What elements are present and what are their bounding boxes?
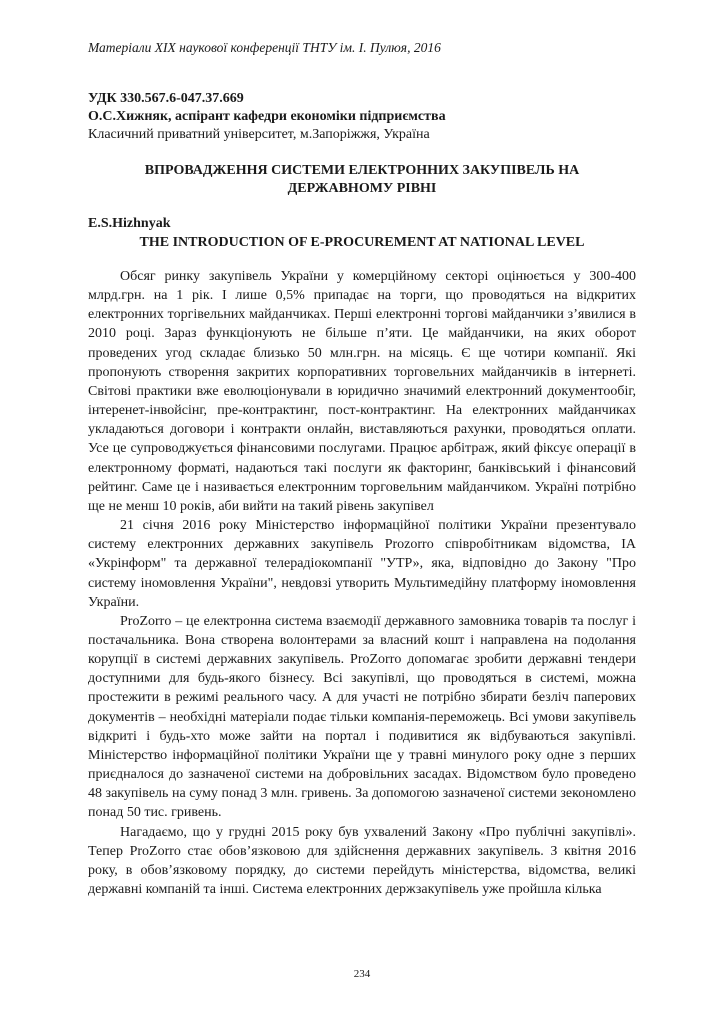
body-paragraph-1: Обсяг ринку закупівель України у комерційному секторі оцінюється у 300-400 млрд.грн. на 1 рік. І лише 0,5% припадає на торги, що проводяться на відкритих електронних торгівельних майданчиках. Перші електронні торгові майданчики з’явилися в 2010 році. Зараз функціонують не більше п’яти. Це майданчики, на яких оборот проведених угод складає близько 50 млн.грн. на місяць. Є ще чотири компанії. Які пропонують створення закритих корпоративних торговельних майданчиків в інтернеті. Світові практики вже еволюціонували в юридично значимий електронний документообіг, інтеренет-інвойсінг, пре-контрактинг, пост-контрактинг. На електронних майданчиках укладаються договори і контракти онлайн, виставляються рахунки, проводяться оплати. Усе це супроводжується фінансовими послугами. Працює арбітраж, який фіксує операції в електронному форматі, надаються такі послуги як факторинг, банківський і фінансовий рейтинг. Саме це і називається електронним торговельним майданчиком. Україні потрібно ще не менш 10 років, аби вийти на такий рівень закупівел <box>88 269 636 514</box>
body-paragraph-3: ProZorro – це електронна система взаємодії державного замовника товарів та послуг і постачальника. Вона створена волонтерами за власний кошт і направлена на подолання корупції в системі державних закупівель. ProZorro допомагає зробити державні тендери доступними для будь-якого бізнесу. Всі закупівлі, що проводяться в системі, можна простежити в режимі реального часу. А для участі не потрібно збирати безліч паперових документів – необхідні матеріали подає тільки компанія-переможець. Всі умови закупівель відкриті і будь-хто може зайти на портал і подивитися як відбуваються закупівлі. Міністерство інформаційної політики України ще у травні минулого року одне з перших приєдналося до зазначеної системи на добровільних засадах. Відомством було проведено 48 закупівель на суму понад 3 млн. гривень. За допомогою зазначеної системи зекономлено понад 50 тис. гривень. <box>88 613 636 821</box>
body-paragraph-4: Нагадаємо, що у грудні 2015 року був ухвалений Закону «Про публічні закупівлі». Тепер ProZorro стає обов’язковою для здійснення державних закупівель. З квітня 2016 року, в обов’язковому порядку, до системи перейдуть міністерства, відомства, великі державні компаній та інші. Система електронних держзакупівель уже пройшла кілька <box>88 824 636 897</box>
article-body <box>88 267 636 899</box>
article-title-en: THE INTRODUCTION OF E-PROCUREMENT AT NATIONAL LEVEL <box>139 235 585 250</box>
running-header: Матеріали ХІХ наукової конференції ТНТУ ім. І. Пулюя, 2016 <box>88 40 441 55</box>
page-number: 234 <box>353 968 371 980</box>
article-title-ua-line-2: ДЕРЖАВНОМУ РІВНІ <box>287 181 437 196</box>
article-title-ua-line-1: ВПРОВАДЖЕННЯ СИСТЕМИ ЕЛЕКТРОННИХ ЗАКУПІВЕЛЬ НА <box>144 163 580 178</box>
article-meta <box>88 90 446 144</box>
affiliation: Класичний приватний університет, м.Запоріжжя, Україна <box>88 127 430 142</box>
author-en: E.S.Hizhnyak <box>88 216 171 231</box>
udc-code: УДК 330.567.6-047.37.669 <box>88 91 244 106</box>
author-ua: О.С.Хижняк, аспірант кафедри економіки підприємства <box>88 109 446 124</box>
body-paragraph-2: 21 січня 2016 року Міністерство інформаційної політики України презентувало систему електронних державних закупівель Prozorro співробітникам відомства, ІА «Укрінформ" та державної телерадіокомпанії "УТР», яка, відповідно до Закону "Про систему іномовлення України", невдовзі утворить Мультимедійну платформу іномовлення України. <box>88 518 636 610</box>
article-title-ua <box>88 162 636 198</box>
